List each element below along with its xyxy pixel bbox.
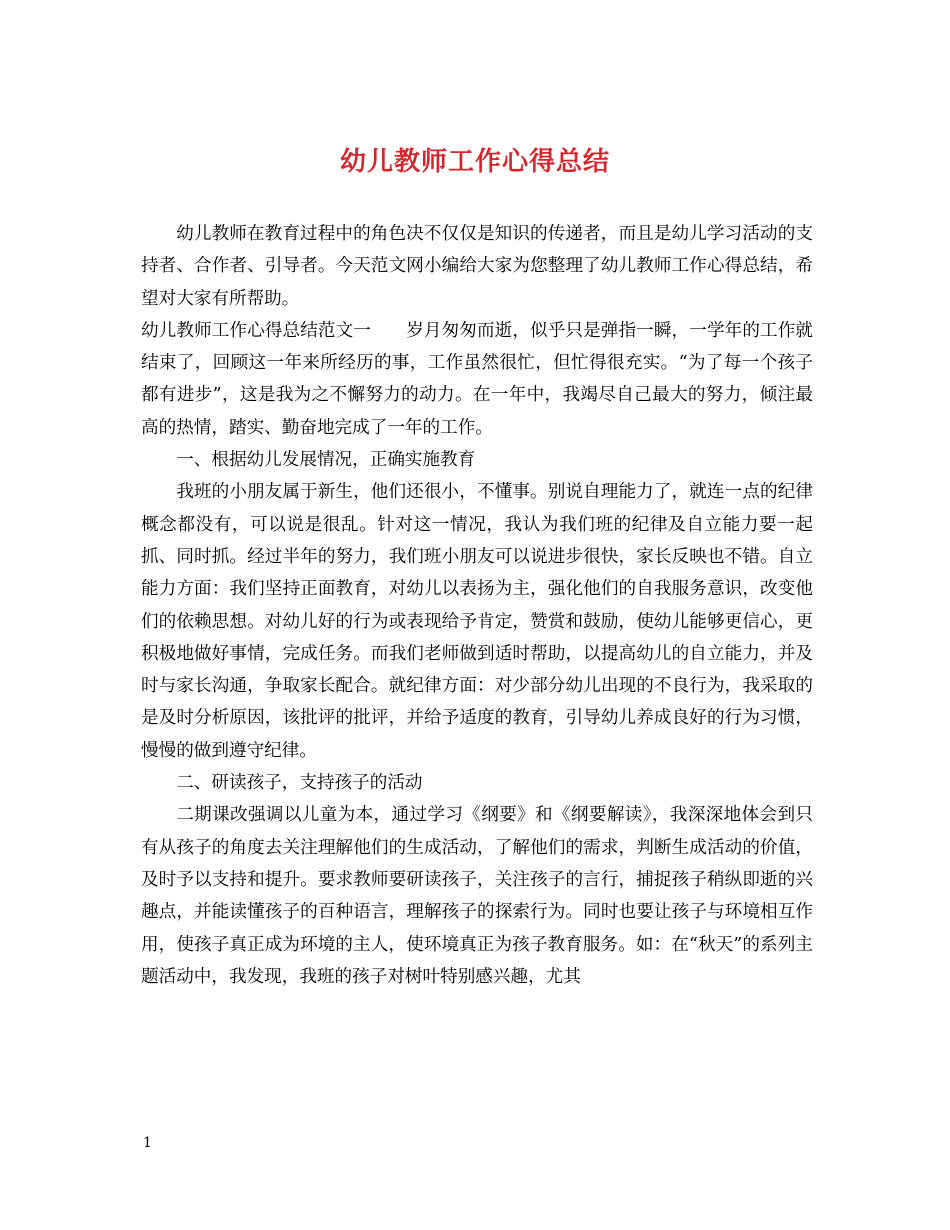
section-heading-1: 一、根据幼儿发展情况，正确实施教育 bbox=[176, 450, 476, 471]
sample-label: 幼儿教师工作心得总结范文一 bbox=[141, 320, 371, 341]
intro-paragraph: 幼儿教师在教育过程中的角色决不仅仅是知识的传递者，而且是幼儿学习活动的支持者、合作者、引导者。今天范文网小编给大家为您整理了幼儿教师工作心得总结，希望对大家有所帮助。 bbox=[141, 224, 813, 309]
document-body bbox=[141, 218, 813, 993]
document-title: 幼儿教师工作心得总结 bbox=[339, 147, 610, 177]
sample-text: 岁月匆匆而逝，似乎只是弹指一瞬，一学年的工作就结束了，回顾这一年来所经历的事，工作虽然很忙，但忙得很充实。“为了每一个孩子都有进步”，这是我为之不懈努力的动力。在一年中，我竭尽自己最大的努力，倾注最高的热情，踏实、勤奋地完成了一年的工作。 bbox=[141, 320, 813, 438]
sample-paragraph bbox=[141, 315, 813, 444]
section-heading-2: 二、研读孩子，支持孩子的活动 bbox=[176, 773, 423, 794]
section-paragraph-2: 二期课改强调以儿童为本，通过学习《纲要》和《纲要解读》，我深深地体会到只有从孩子的角度去关注理解他们的生成活动，了解他们的需求，判断生成活动的价值，及时予以支持和提升。要求教师要研读孩子，关注孩子的言行，捕捉孩子稍纵即逝的兴趣点，并能读懂孩子的百种语言，理解孩子的探索行为。同时也要让孩子与环境相互作用，使孩子真正成为环境的主人，使环境真正为孩子教育服务。如：在“秋天”的系列主题活动中，我发现，我班的孩子对树叶特别感兴趣，尤其 bbox=[141, 805, 813, 987]
section-paragraph-1: 我班的小朋友属于新生，他们还很小，不懂事。别说自理能力了，就连一点的纪律概念都没有，可以说是很乱。针对这一情况，我认为我们班的纪律及自立能力要一起抓、同时抓。经过半年的努力，我们班小朋友可以说进步很快，家长反映也不错。自立能力方面：我们坚持正面教育，对幼儿以表扬为主，强化他们的自我服务意识，改变他们的依赖思想。对幼儿好的行为或表现给予肯定，赞赏和鼓励，使幼儿能够更信心，更积极地做好事情，完成任务。而我们老师做到适时帮助，以提高幼儿的自立能力，并及时与家长沟通，争取家长配合。就纪律方面：对少部分幼儿出现的不良行为，我采取的是及时分析原因，该批评的批评，并给予适度的教育，引导幼儿养成良好的行为习惯，慢慢的做到遵守纪律。 bbox=[141, 482, 813, 761]
page-number: 1 bbox=[143, 1135, 152, 1151]
